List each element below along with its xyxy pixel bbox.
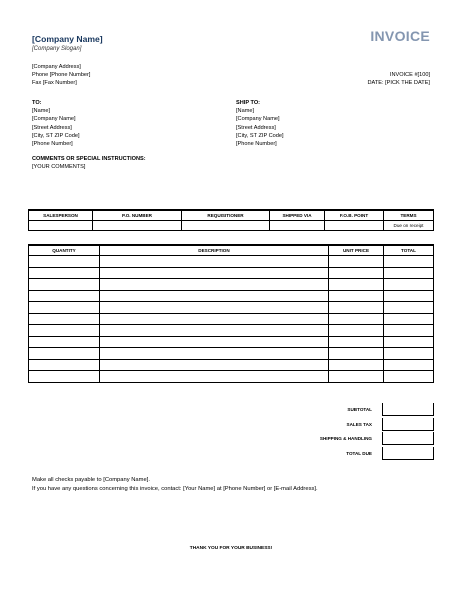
cell-unit-price[interactable] — [329, 336, 384, 348]
cell-description[interactable] — [100, 348, 329, 360]
thank-you-message: THANK YOU FOR YOUR BUSINESS! — [189, 546, 273, 551]
line-items-table — [28, 244, 434, 383]
header-requisitioner: REQUISITIONER — [182, 210, 270, 221]
cell-total[interactable] — [384, 290, 434, 302]
line-item-row — [29, 267, 434, 279]
cell-quantity[interactable] — [29, 313, 100, 325]
cell-unit-price[interactable] — [329, 267, 384, 279]
order-info-row — [29, 221, 434, 231]
header-quantity: QUANTITY — [29, 245, 100, 256]
invoice-number: INVOICE #[100] — [389, 72, 430, 78]
contact-note: If you have any questions concerning this invoice, contact: [Your Name] at [Phone Number] or [E-mail Address]. — [32, 486, 318, 492]
cell-unit-price[interactable] — [329, 313, 384, 325]
company-name: [Company Name] — [32, 34, 103, 44]
cell-total[interactable] — [384, 371, 434, 383]
ship-to-line: [City, ST ZIP Code] — [236, 132, 284, 139]
line-item-row — [29, 371, 434, 383]
ship-to-line: [Street Address] — [236, 124, 276, 131]
cell-quantity[interactable] — [29, 267, 100, 279]
cell-quantity[interactable] — [29, 256, 100, 268]
header-po-number: P.O. NUMBER — [93, 210, 182, 221]
cell-unit-price[interactable] — [329, 348, 384, 360]
payable-note: Make all checks payable to [Company Name]. — [32, 477, 150, 483]
company-phone: Phone [Phone Number] — [32, 72, 91, 79]
line-item-row — [29, 336, 434, 348]
cell-quantity[interactable] — [29, 359, 100, 371]
comments-block — [32, 155, 146, 171]
cell-unit-price[interactable] — [329, 256, 384, 268]
header-unit-price: UNIT PRICE — [329, 245, 384, 256]
ship-to-line: [Company Name] — [236, 116, 280, 123]
cell-description[interactable] — [100, 359, 329, 371]
totals-value-box[interactable] — [382, 447, 434, 460]
header-salesperson: SALESPERSON — [29, 210, 93, 221]
line-item-row — [29, 302, 434, 314]
ship-to-block — [236, 99, 284, 148]
cell-quantity[interactable] — [29, 290, 100, 302]
cell-unit-price[interactable] — [329, 325, 384, 337]
cell-description[interactable] — [100, 336, 329, 348]
line-item-row — [29, 348, 434, 360]
bill-to-line: [Company Name] — [32, 116, 76, 123]
company-slogan: [Company Slogan] — [32, 46, 82, 52]
cell-description[interactable] — [100, 279, 329, 291]
cell-quantity[interactable] — [29, 336, 100, 348]
cell-total[interactable] — [384, 267, 434, 279]
cell-description[interactable] — [100, 313, 329, 325]
totals-label: SALES TAX — [346, 421, 372, 427]
cell-salesperson[interactable] — [29, 221, 93, 231]
cell-quantity[interactable] — [29, 371, 100, 383]
bill-to-line: [Street Address] — [32, 124, 72, 131]
company-address-block — [32, 63, 90, 88]
line-item-row — [29, 290, 434, 302]
totals-value-box[interactable] — [382, 403, 434, 416]
header-description: DESCRIPTION — [100, 245, 329, 256]
totals-label: SUBTOTAL — [347, 407, 372, 412]
cell-po-number[interactable] — [93, 221, 182, 231]
cell-total[interactable] — [384, 302, 434, 314]
order-info-table — [28, 209, 434, 231]
line-item-row — [29, 313, 434, 325]
line-item-row — [29, 325, 434, 337]
totals-row — [300, 447, 434, 460]
order-info-header-row — [29, 210, 434, 221]
totals-row — [300, 432, 434, 445]
cell-terms[interactable]: Due on receipt — [384, 221, 434, 231]
bill-to-label: TO: — [32, 100, 42, 106]
header-terms: TERMS — [384, 210, 434, 221]
ship-to-label: SHIP TO: — [236, 100, 261, 106]
bill-to-block — [32, 99, 80, 148]
invoice-title: INVOICE — [370, 28, 430, 44]
cell-total[interactable] — [384, 279, 434, 291]
cell-total[interactable] — [384, 256, 434, 268]
footer-notes — [32, 476, 318, 494]
line-item-row — [29, 279, 434, 291]
invoice-date: DATE: [PICK THE DATE] — [367, 80, 430, 87]
ship-to-line: [Name] — [236, 108, 255, 115]
cell-unit-price[interactable] — [329, 302, 384, 314]
cell-description[interactable] — [100, 325, 329, 337]
cell-unit-price[interactable] — [329, 279, 384, 291]
header-fob-point: F.O.B. POINT — [325, 210, 384, 221]
cell-description[interactable] — [100, 290, 329, 302]
header-shipped-via: SHIPPED VIA — [270, 210, 325, 221]
line-items-header-row — [29, 245, 434, 256]
bill-to-line: [Name] — [32, 108, 51, 115]
totals-label: SHIPPING & HANDLING — [319, 436, 372, 441]
line-item-row — [29, 256, 434, 268]
cell-total[interactable] — [384, 348, 434, 360]
totals-value-box[interactable] — [382, 418, 434, 431]
cell-quantity[interactable] — [29, 348, 100, 360]
cell-description[interactable] — [100, 256, 329, 268]
totals-value-box[interactable] — [382, 432, 434, 445]
comments-label: COMMENTS OR SPECIAL INSTRUCTIONS: — [32, 156, 146, 162]
cell-total[interactable] — [384, 359, 434, 371]
cell-shipped-via[interactable] — [270, 221, 325, 231]
bill-to-line: [City, ST ZIP Code] — [32, 132, 80, 139]
cell-quantity[interactable] — [29, 325, 100, 337]
cell-unit-price[interactable] — [329, 290, 384, 302]
header-total: TOTAL — [384, 245, 434, 256]
cell-quantity[interactable] — [29, 302, 100, 314]
ship-to-line: [Phone Number] — [236, 141, 277, 148]
cell-description[interactable] — [100, 267, 329, 279]
company-address: [Company Address] — [32, 64, 81, 70]
totals-label: TOTAL DUE — [346, 450, 372, 456]
totals-row — [300, 418, 434, 431]
cell-unit-price[interactable] — [329, 359, 384, 371]
company-fax: Fax [Fax Number] — [32, 80, 77, 87]
cell-description[interactable] — [100, 302, 329, 314]
cell-total[interactable] — [384, 313, 434, 325]
cell-fob-point[interactable] — [325, 221, 384, 231]
line-item-row — [29, 359, 434, 371]
cell-requisitioner[interactable] — [182, 221, 270, 231]
cell-total[interactable] — [384, 325, 434, 337]
cell-description[interactable] — [100, 371, 329, 383]
cell-unit-price[interactable] — [329, 371, 384, 383]
bill-to-line: [Phone Number] — [32, 141, 73, 148]
cell-quantity[interactable] — [29, 279, 100, 291]
cell-total[interactable] — [384, 336, 434, 348]
invoice-meta — [368, 71, 430, 87]
comments-value[interactable]: [YOUR COMMENTS] — [32, 164, 86, 171]
totals-row — [300, 403, 434, 416]
